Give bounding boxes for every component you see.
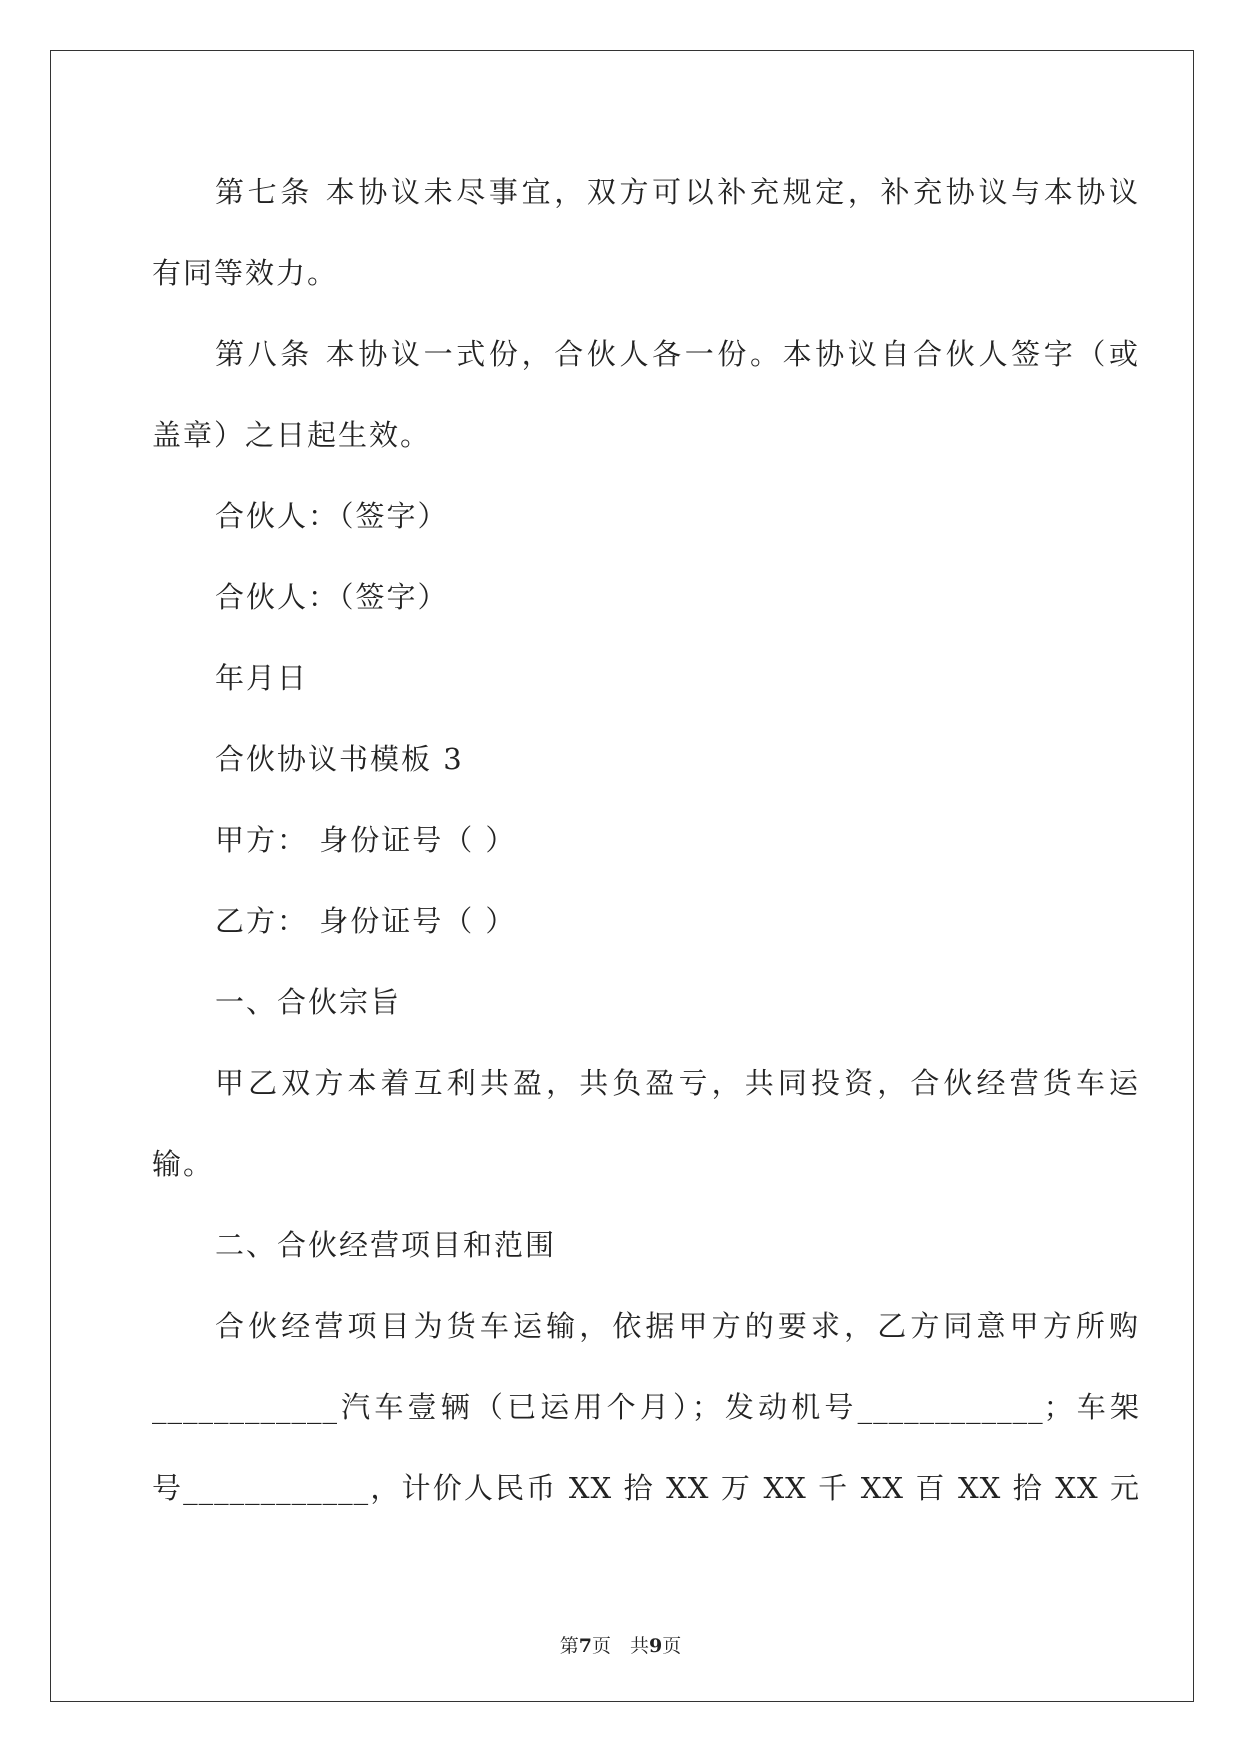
party-a-line: 甲方： 身份证号（ ）: [215, 823, 517, 857]
paragraph-line: 甲乙双方本着互利共盈，共负盈亏，共同投资，合伙经营货车运: [215, 1066, 1140, 1100]
party-b-line: 乙方： 身份证号（ ）: [215, 904, 517, 938]
section-heading: 二、合伙经营项目和范围: [215, 1228, 557, 1262]
page-prefix: 第: [559, 1635, 579, 1657]
paragraph-line: 号____________，计价人民币 XX 拾 XX 万 XX 千 XX 百 XX 拾 XX 元: [152, 1471, 1140, 1505]
paragraph-line: 输。: [152, 1147, 215, 1181]
paragraph-line: 第七条 本协议未尽事宜，双方可以补充规定，补充协议与本协议: [215, 175, 1140, 209]
signature-line: 合伙人：（签字）: [215, 580, 449, 614]
date-line: 年月日: [215, 661, 309, 695]
section-heading: 一、合伙宗旨: [215, 985, 402, 1019]
paragraph-line: 合伙经营项目为货车运输，依据甲方的要求，乙方同意甲方所购: [215, 1309, 1140, 1343]
page-mid: 页 共: [591, 1635, 649, 1657]
paragraph-line: 第八条 本协议一式份，合伙人各一份。本协议自合伙人签字（或: [215, 337, 1140, 371]
page-border: [50, 50, 1194, 1702]
paragraph-line: ____________汽车壹辆（已运用个月）；发动机号____________；车架: [152, 1390, 1140, 1424]
page-suffix: 页: [662, 1635, 682, 1657]
signature-line: 合伙人：（签字）: [215, 499, 449, 533]
section-title: 合伙协议书模板 3: [215, 742, 464, 776]
page-current: 7: [578, 1635, 592, 1657]
paragraph-line: 有同等效力。: [152, 256, 339, 290]
paragraph-line: 盖章）之日起生效。: [152, 418, 432, 452]
page-footer: [0, 1634, 1241, 1658]
page-total: 9: [649, 1635, 663, 1657]
